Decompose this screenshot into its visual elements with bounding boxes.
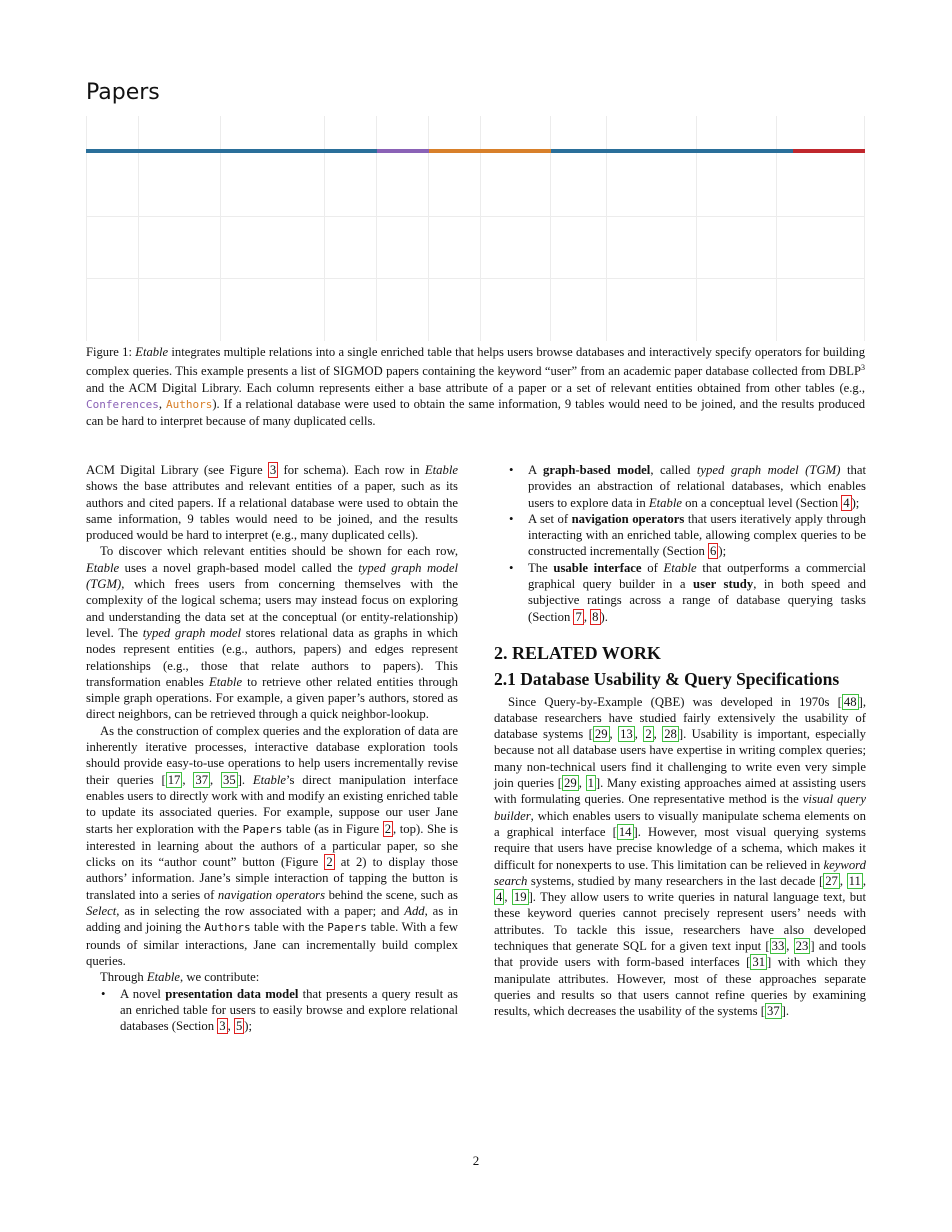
column-bar-segment <box>551 149 793 153</box>
left-column <box>86 462 458 1034</box>
citation[interactable]: 31 <box>752 955 766 970</box>
citation[interactable]: 48 <box>843 694 857 709</box>
paragraph: To discover which relevant entities should be shown for each row, Etable uses a novel graph-based model called the typed graph model (TGM), which frees users from concerning themselves with the complexity of the logical schema; users may instead focus on exploring and understanding the data set at the conceptual (or entity-relationship) level. The typed graph model stores relational data as graphs in which nodes represent entities (e.g., authors, papers) and edges represent relationships (e.g., those that relate authors to papers). This transformation enables Etable to retrieve other related entities through simple graph operations. For example, a given paper’s authors, stored as direct neighbors, can be retrieved through a quick neighbor-lookup. <box>86 544 459 722</box>
section-ref[interactable]: 4 <box>843 495 850 510</box>
column-bar-segment <box>86 149 377 153</box>
citation[interactable]: 37 <box>195 772 209 787</box>
section-ref[interactable]: 3 <box>219 1019 226 1034</box>
citation[interactable]: 37 <box>766 1004 780 1019</box>
grid-line <box>86 216 865 217</box>
page-number: 2 <box>472 1153 480 1168</box>
citation[interactable]: 19 <box>513 890 527 905</box>
paragraph: ACM Digital Library (see Figure 3 for schema). Each row in Etable shows the base attributes and relevant entities of a paper, such as its authors and cited papers. If a relational database were used to obtain the same information, 9 tables would need to be joined, and the results produced would be hard to interpret (e.g., many duplicated cells). <box>86 463 458 543</box>
column-bar-segment <box>377 149 429 153</box>
contribution-list <box>86 986 458 1035</box>
section-ref[interactable]: 7 <box>575 609 582 624</box>
figure-title: Papers <box>86 80 160 105</box>
citation[interactable]: 29 <box>564 776 577 791</box>
list-item: • The usable interface of Etable that outperforms a commercial graphical query builder in a user study, in both speed and subjective ratings across a range of database querying tasks (Section 7 , 8 ). <box>528 560 866 625</box>
section-ref[interactable]: 6 <box>710 544 717 559</box>
section-heading: 2. RELATED WORK <box>494 642 661 663</box>
citation[interactable]: 33 <box>771 939 785 954</box>
list-item: • A graph-based model, called typed graph model (TGM) that provides an abstraction of relational databases, which enables users to explore data in Etable on a conceptual level (Section 4 ); <box>528 462 866 511</box>
citation[interactable]: 2 <box>645 727 652 742</box>
figure-ref[interactable]: 3 <box>269 463 277 477</box>
grid-line <box>86 278 865 279</box>
citation[interactable]: 13 <box>620 727 633 742</box>
section-ref[interactable]: 5 <box>235 1019 243 1034</box>
citation[interactable]: 29 <box>594 727 608 742</box>
figure-caption: Figure 1: Etable integrates multiple relations into a single enriched table that helps users browse databases and interactively specify operators for building complex queries. This example presents a list of SIGMOD papers containing the keyword “user” from an academic paper database collected from DBLP$^3$ and the ACM Digital Library. Each column represents either a base attribute of a paper or a set of relevant entities obtained from other tables (e.g., Conferences, Authors). If a relational database were used to obtain the same information, 9 tables would need to be joined, and the results produced can be hard to interpret because of many duplicated cells. <box>86 345 866 429</box>
figure-ref[interactable]: 2 <box>384 821 392 836</box>
list-item: • A set of navigation operators that users iteratively apply through interacting with an enriched table, allowing complex queries to be constructed incrementally (Section 6 ); <box>528 511 866 560</box>
column-bar-segment <box>793 149 865 153</box>
contribution-list <box>494 462 866 625</box>
right-column <box>494 462 866 1020</box>
paragraph: As the construction of complex queries and the exploration of data are inherently iterative processes, interactive database exploration tools should provide easy-to-use operations to help users incrementally revise their queries [ 17 , 37 , 35 ]. Etable’s direct manipulation interface enables users to directly work with and modify an existing enriched table to update its associated queries. For example, suppose our user Jane starts her exploration with the Papers table (as in Figure 2 , top). She is interested in learning about the authors of a particular paper, so she clicks on its “author count” button (Figure 2 at 2) to display those authors’ information. Jane’s simple interaction of tapping the button is translated into a series of navigation operators behind the scene, such as Select, as in selecting the row associated with a paper; and Add, as in adding and joining the Authors table with the Papers table. With a few rounds of similar interactions, Jane can incrementally build complex queries. <box>86 723 459 968</box>
section-ref[interactable]: 8 <box>592 609 599 624</box>
citation[interactable]: 23 <box>795 939 809 954</box>
citation[interactable]: 27 <box>825 873 838 888</box>
citation[interactable]: 11 <box>848 873 861 888</box>
paragraph: Since Query-by-Example (QBE) was developed in 1970s [ 48 ], database researchers have studied fairly extensively the usability of database systems [ 29 , 13 , 2 , 28 ]. Usability is important, especially because not all database users have expertise in writing complex queries; many non-technical users find it challenging to write even very simple join queries [ 29 , 1 ]. Many existing approaches aimed at assisting users with formulating queries. One representative method is the visual query builder, which enables users to visually manipulate schema elements on a graphical interface [ 14 ]. However, most visual querying systems require that users have precise knowledge of a schema, which makes it difficult for nonexperts to use. This limitation can be relieved in keyword search systems, studied by many researchers in the last decade [ 27 , 11 , 4 , 19 ]. They allow users to write queries in natural language text, but these keyword queries cannot precisely represent users’ needs with attributes. To tackle this issue, researchers have also developed techniques that generate SQL for a given text input [ 33 , 23 ] and tools that provide users with form-based interfaces [ 31 ] with which they manipulate attributes. However, most of these approaches separate queries and results so that users cannot refine queries by examining results, which decreases the usability of the systems [ 37 ]. <box>494 694 867 1019</box>
figure-area <box>86 116 865 341</box>
column-bar-segment <box>429 149 551 153</box>
citation[interactable]: 35 <box>223 772 236 787</box>
citation[interactable]: 1 <box>587 776 594 791</box>
citation[interactable]: 28 <box>664 727 677 742</box>
citation[interactable]: 4 <box>496 890 503 905</box>
citation[interactable]: 14 <box>618 824 632 839</box>
figure-ref[interactable]: 2 <box>326 855 333 870</box>
citation[interactable]: 17 <box>167 772 181 787</box>
list-item: • A novel presentation data model that presents a query result as an enriched table for users to easily browse and explore relational databases (Section 3 , 5 ); <box>120 986 458 1035</box>
paragraph: Through Etable, we contribute: <box>100 970 260 985</box>
subsection-heading: 2.1 Database Usability & Query Specifications <box>494 669 840 690</box>
